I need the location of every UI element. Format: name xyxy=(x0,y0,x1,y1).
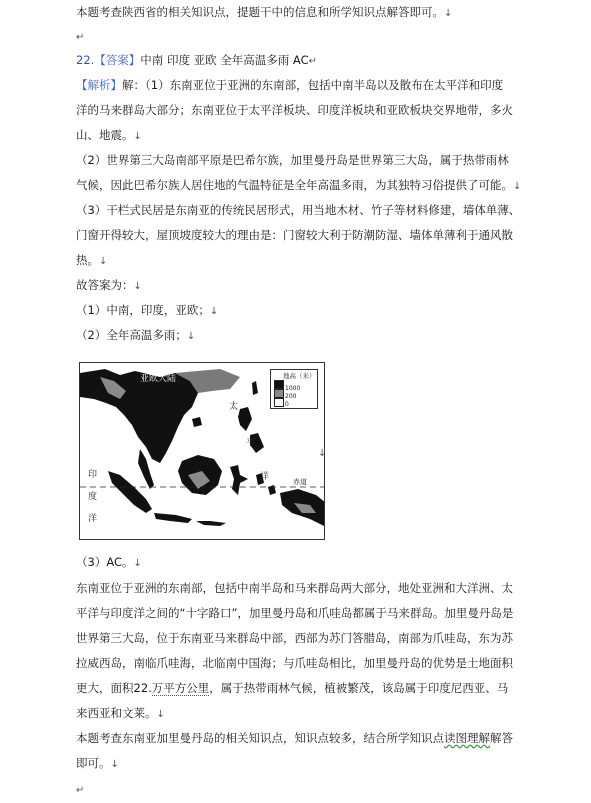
text-line: 洋的马来群岛大部分；东南亚位于太平洋板块、印度洋板块和亚欧板块交界地带，多火 xyxy=(76,103,513,117)
elevation-legend xyxy=(270,369,318,409)
paragraph-mark: ↵ xyxy=(76,785,85,796)
sulawesi-island xyxy=(230,465,248,495)
legend-swatch-low xyxy=(274,398,284,407)
text-line: 拉威西岛，南临爪哇海，北临南中国海；与爪哇岛相比，加里曼丹岛的优势是土地面积 xyxy=(76,656,513,670)
java-island xyxy=(154,513,192,523)
hainan-island xyxy=(192,417,202,427)
question-number: 22. xyxy=(76,53,95,67)
southeast-asia-map xyxy=(79,362,325,540)
text-line: （2）全年高温多雨；↓ xyxy=(76,328,196,342)
answer-tag: 【答案】 xyxy=(94,53,141,67)
legend-value-200: 200 xyxy=(285,393,297,400)
text-line: 故答案为：↓ xyxy=(76,278,142,292)
analysis-tag: 【解析】 xyxy=(76,78,122,92)
answer-text: 中南 印度 亚欧 全年高温多雨 AC xyxy=(140,53,309,67)
legend-swatch-mid xyxy=(274,389,284,398)
pacific-label-2: 平 xyxy=(246,438,256,448)
pacific-label-1: 太 xyxy=(229,402,239,412)
text-line: （2）世界第三大岛南部平原是巴希尔族，加里曼丹岛是世界第三大岛，属于热带雨林 xyxy=(76,153,509,167)
text-line: 山、地震。↓ xyxy=(76,128,142,142)
indochina-landmass xyxy=(80,369,198,463)
indian-label-3: 洋 xyxy=(88,514,98,524)
legend-value-0: 0 xyxy=(285,401,289,408)
text-line: 本题考查东南亚加里曼丹岛的相关知识点，知识点较多，结合所学知识点读图理解解答 xyxy=(76,731,513,745)
text-line: 东南亚位于亚洲的东南部，包括中南半岛和马来群岛两大部分，地处亚洲和大洋洲、太 xyxy=(76,581,513,595)
question-22-answer: 22.【答案】中南 印度 亚欧 全年高温多雨 AC↵ xyxy=(76,53,318,67)
equator-label: 赤道 xyxy=(293,478,307,486)
text-line: 更大，面积22.万平方公里，属于热带雨林气候，植被繁茂，该岛属于印度尼西亚、马 xyxy=(76,681,509,695)
legend-title: 地高（米） xyxy=(283,372,316,380)
text-line: 来西亚和文莱。↓ xyxy=(76,706,165,720)
text-line: （3）AC。↓ xyxy=(76,555,142,569)
legend-value-1000: 1000 xyxy=(285,385,301,392)
text-line: 本题考查陕西省的相关知识点，提题干中的信息和所学知识点解答即可。↓ xyxy=(76,5,453,19)
text-line: 气候，因此巴希尔族人居住地的气温特征是全年高温多雨，为其独特习俗提供了可能。↓ xyxy=(76,178,522,192)
wavy-underlined-phrase: 读图理解 xyxy=(444,731,490,745)
paragraph-mark: ↵ xyxy=(76,32,85,43)
indian-label-2: 度 xyxy=(88,492,98,502)
taiwan-island xyxy=(252,381,258,395)
text-line: 平洋与印度洋之间的“十字路口”，加里曼丹岛和爪哇岛都属于马来群岛。加里曼丹岛是 xyxy=(76,606,514,620)
area-value: 万平方公里 xyxy=(151,681,210,695)
text-line: （1）中南，印度，亚欧；↓ xyxy=(76,303,219,317)
text-line: （3）干栏式民居是东南亚的传统民居形式，用当地木材、竹子等材料修建，墙体单薄、 xyxy=(76,203,521,217)
pacific-label-3: 洋 xyxy=(260,472,270,482)
map-line-mark: ↓ xyxy=(318,448,327,459)
text-line: 门窗开得较大，屋顶坡度较大的理由是：门窗较大利于防潮防湿、墙体单薄利于通风散 xyxy=(76,228,513,242)
text-line: 即可。↓ xyxy=(76,756,119,770)
lesser-sunda-islands xyxy=(196,521,226,526)
indian-label-1: 印 xyxy=(88,470,98,480)
continent-label: 亚欧大陆 xyxy=(140,374,177,384)
text-line: 世界第三大岛，位于东南亚马来群岛中部，西部为苏门答腊岛，南部为爪哇岛，东为苏 xyxy=(76,631,513,645)
analysis-line: 【解析】解：（1）东南亚位于亚洲的东南部，包括中南半岛以及散布在太平洋和印度 xyxy=(76,78,504,92)
text-line: 热。↓ xyxy=(76,253,108,267)
legend-swatch-high xyxy=(274,380,284,389)
